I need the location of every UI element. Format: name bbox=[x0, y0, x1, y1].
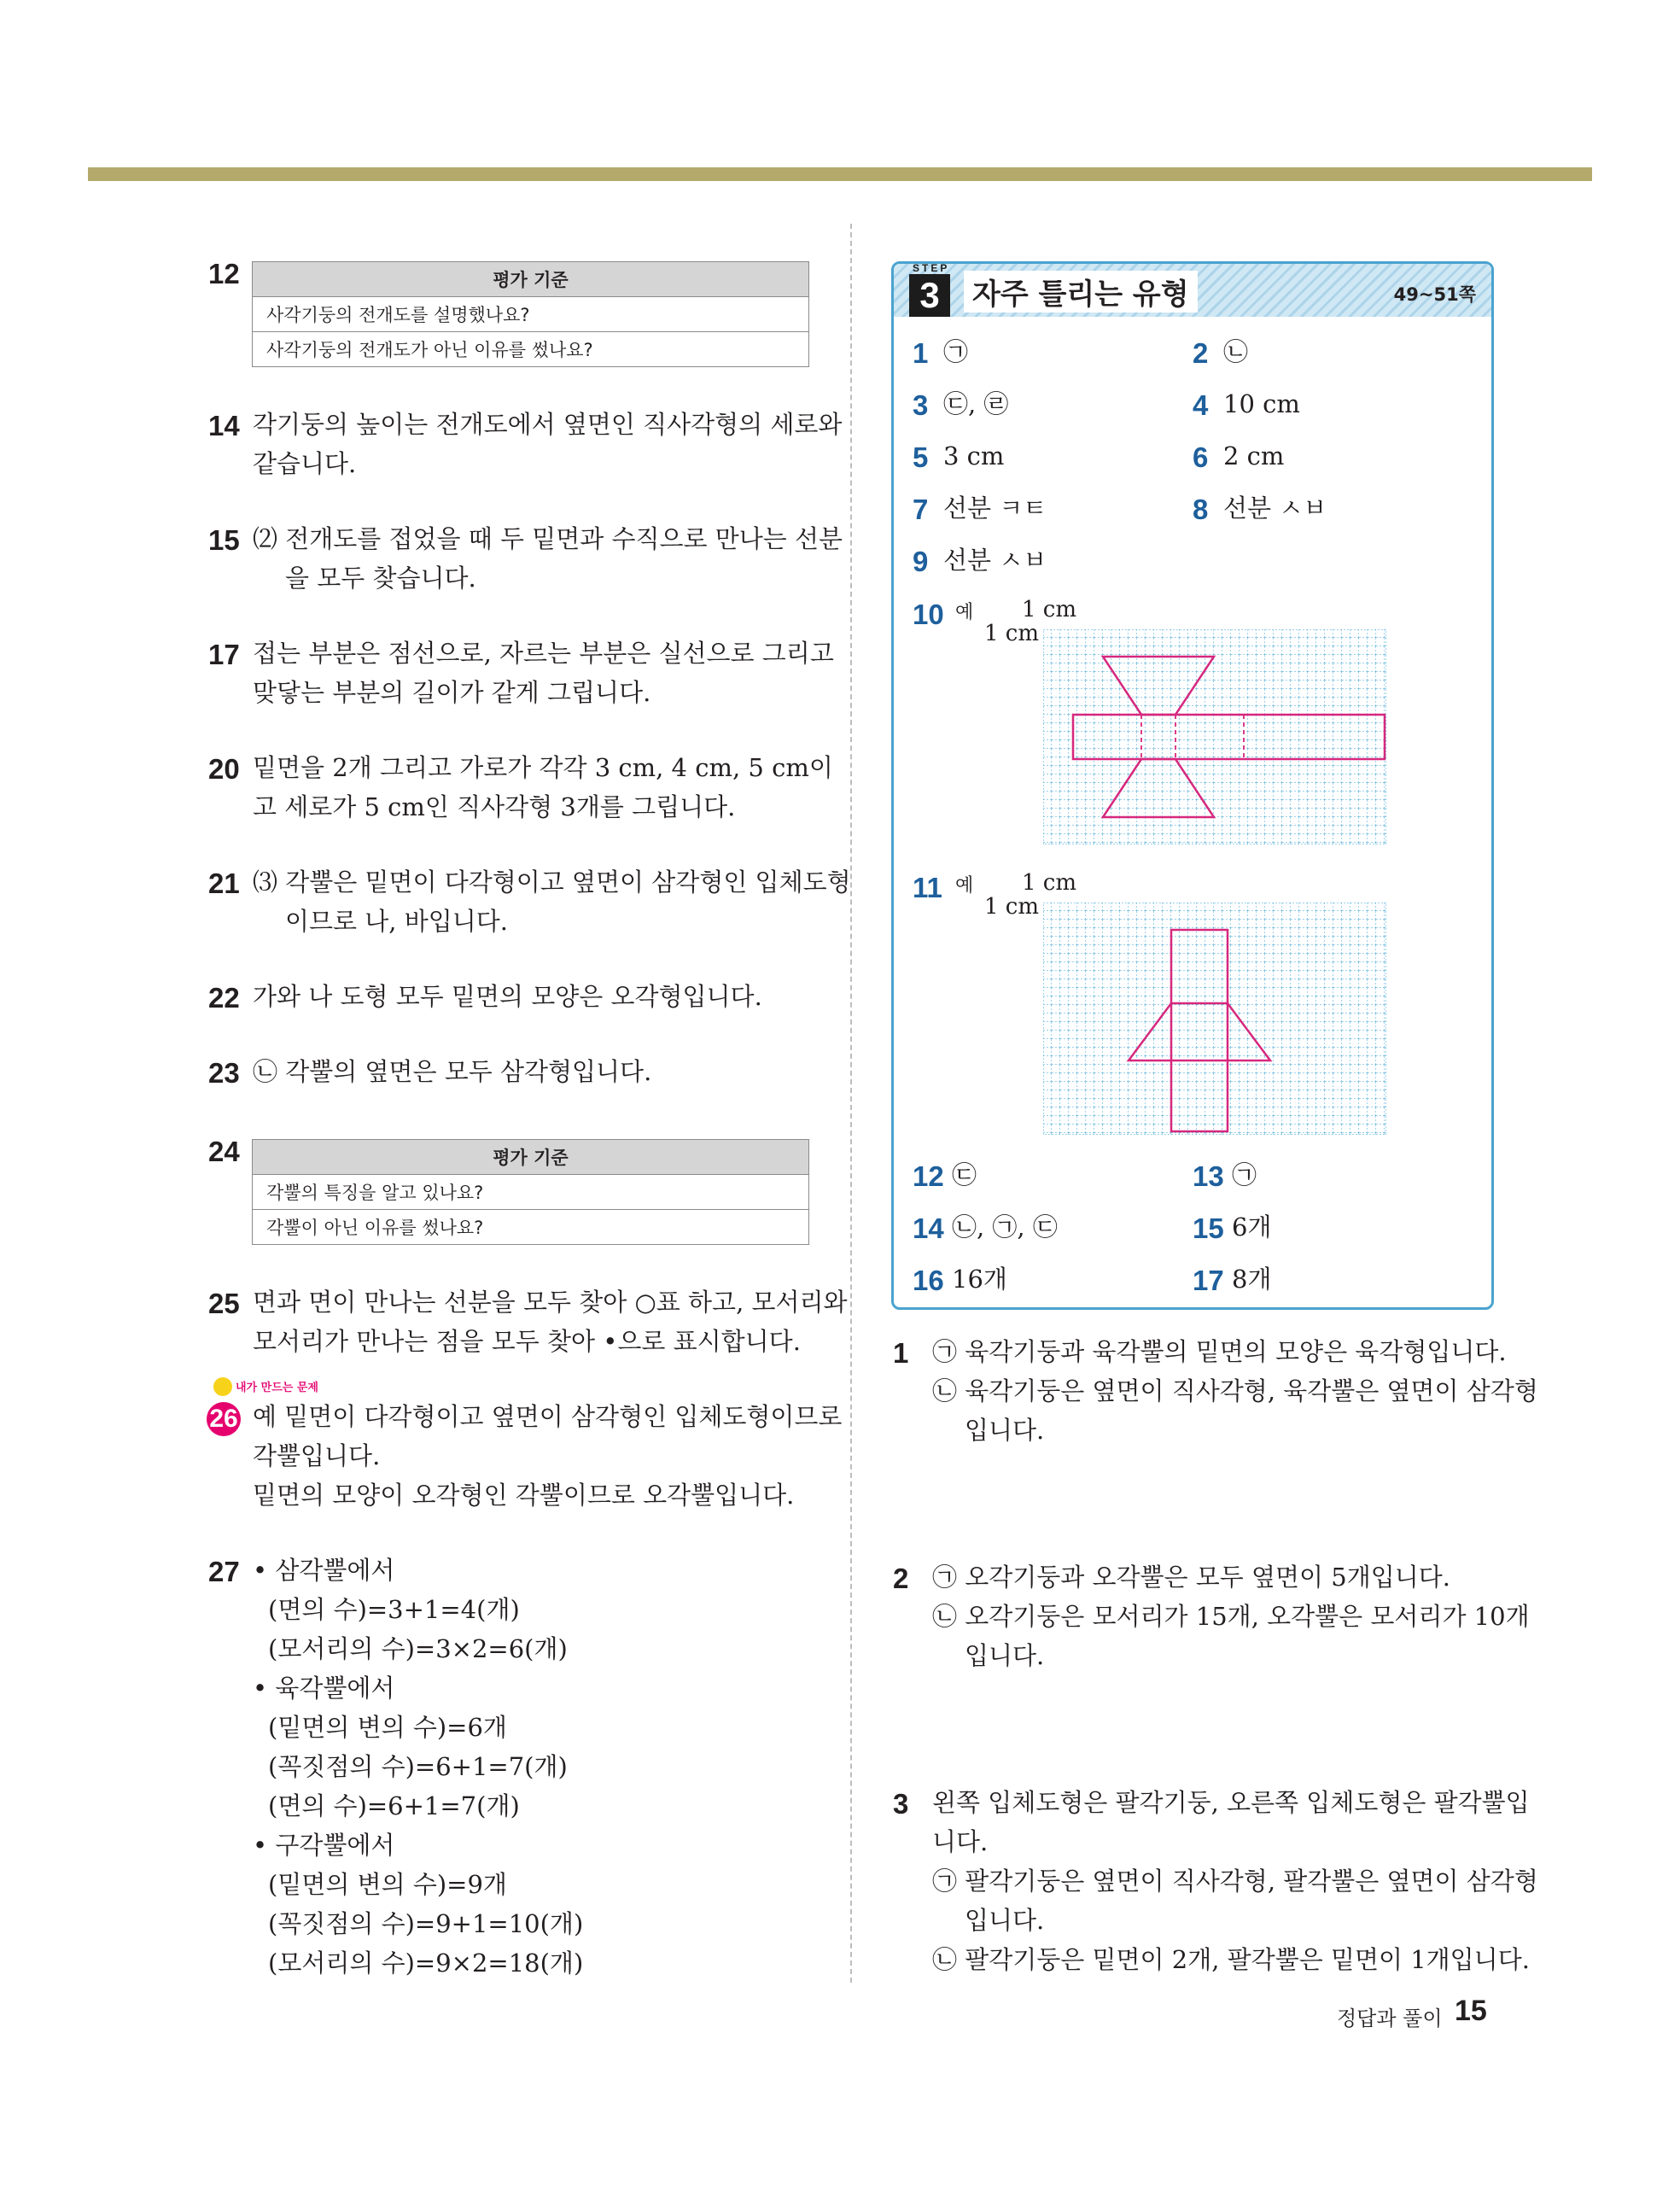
question-number: 27 bbox=[208, 1556, 240, 1587]
explanation-line: (모서리의 수)=3×2=6(개) bbox=[268, 1634, 568, 1663]
explanation-line: ㉠ 팔각기둥은 옆면이 직사각형, 팔각뿔은 옆면이 삼각형 bbox=[932, 1867, 1538, 1896]
answer-number: 9 bbox=[913, 546, 929, 577]
answer-number: 4 bbox=[1193, 389, 1209, 421]
answer-number: 12 bbox=[913, 1160, 944, 1192]
explanation-line: 접는 부분은 점선으로, 자르는 부분은 실선으로 그리고 bbox=[253, 639, 834, 668]
top-color-bar bbox=[88, 167, 1592, 181]
explanation-line: • 삼각뿔에서 bbox=[253, 1556, 395, 1585]
explanation-line: ⑶ 각뿔은 밑면이 다각형이고 옆면이 삼각형인 입체도형 bbox=[253, 868, 851, 897]
answer-number: 13 bbox=[1193, 1160, 1224, 1192]
example-mark: 예 bbox=[955, 875, 974, 897]
step-number: 3 bbox=[909, 274, 950, 317]
explanation-line: 같습니다. bbox=[253, 449, 357, 478]
step-title: 자주 틀리는 유형 bbox=[964, 271, 1198, 313]
net-diagram-11 bbox=[1043, 903, 1386, 1135]
evaluation-table-12 bbox=[252, 261, 809, 367]
step-answer-box bbox=[891, 261, 1494, 1310]
answer-value: ㉢, ㉣ bbox=[943, 389, 1009, 418]
table-header: 평가 기준 bbox=[253, 262, 809, 297]
table-header: 평가 기준 bbox=[253, 1140, 809, 1175]
answer-number: 3 bbox=[913, 389, 929, 421]
explanation-line: 왼쪽 입체도형은 팔각기둥, 오른쪽 입체도형은 팔각뿔입 bbox=[932, 1788, 1530, 1817]
explanation-line: 입니다. bbox=[965, 1641, 1045, 1670]
answer-value: 10 cm bbox=[1223, 389, 1300, 418]
explanation-line: ㉠ 육각기둥과 육각뿔의 밑면의 모양은 육각형입니다. bbox=[932, 1337, 1507, 1366]
explanation-line: (밑면의 변의 수)=6개 bbox=[268, 1713, 507, 1742]
explanation-line: (꼭짓점의 수)=6+1=7(개) bbox=[268, 1752, 568, 1781]
answer-value: ㉠ bbox=[1232, 1160, 1257, 1189]
column-divider bbox=[850, 224, 852, 1983]
step-pages: 49~51쪽 bbox=[1393, 284, 1476, 305]
answer-value: ㉠ bbox=[943, 337, 969, 366]
explanation-line: ⑵ 전개도를 접었을 때 두 밑면과 수직으로 만나는 선분 bbox=[253, 524, 843, 553]
answer-value: ㉡ bbox=[1223, 337, 1249, 366]
answer-number: 15 bbox=[1193, 1212, 1224, 1244]
step-label: STEP bbox=[913, 262, 950, 274]
answer-value: 선분 ㅅㅂ bbox=[943, 546, 1047, 575]
explanation-line: 밑면을 2개 그리고 가로가 각각 3 cm, 4 cm, 5 cm이 bbox=[253, 753, 833, 782]
explanation-line: ㉠ 오각기둥과 오각뿔은 모두 옆면이 5개입니다. bbox=[932, 1563, 1451, 1592]
explanation-line: 밑면의 모양이 오각형인 각뿔이므로 오각뿔입니다. bbox=[253, 1481, 795, 1510]
answer-number: 17 bbox=[1193, 1265, 1224, 1296]
table-row: 사각기둥의 전개도를 설명했나요? bbox=[253, 297, 809, 332]
explanation-line: 을 모두 찾습니다. bbox=[285, 564, 476, 593]
answer-value: 선분 ㅅㅂ bbox=[1223, 494, 1327, 523]
page-number: 15 bbox=[1455, 1995, 1487, 2027]
answer-number: 10 bbox=[913, 599, 944, 630]
answer-value: 6개 bbox=[1232, 1212, 1272, 1242]
explanation-number: 1 bbox=[893, 1337, 909, 1369]
answer-value: 3 cm bbox=[943, 441, 1005, 470]
explanation-line: 가와 나 도형 모두 밑면의 모양은 오각형입니다. bbox=[253, 982, 762, 1011]
answer-value: 2 cm bbox=[1223, 441, 1285, 470]
explanation-line: ㉡ 팔각기둥은 밑면이 2개, 팔각뿔은 밑면이 1개입니다. bbox=[932, 1945, 1530, 1974]
net-diagram-10 bbox=[1043, 629, 1386, 844]
explanation-line: (면의 수)=6+1=7(개) bbox=[268, 1791, 520, 1820]
question-number: 23 bbox=[208, 1057, 240, 1089]
unit-vertical: 1 cm bbox=[984, 894, 1040, 920]
answer-number: 16 bbox=[913, 1265, 944, 1296]
question-number: 12 bbox=[208, 258, 240, 289]
question-number: 25 bbox=[208, 1288, 240, 1319]
explanation-line: 각뿔입니다. bbox=[253, 1441, 381, 1470]
evaluation-table-24 bbox=[252, 1139, 809, 1245]
explanation-line: • 육각뿔에서 bbox=[253, 1674, 395, 1703]
table-row: 사각기둥의 전개도가 아닌 이유를 썼나요? bbox=[253, 332, 809, 367]
explanation-line: 면과 면이 만나는 선분을 모두 찾아 ○표 하고, 모서리와 bbox=[253, 1288, 848, 1317]
table-row: 각뿔의 특징을 알고 있나요? bbox=[253, 1175, 809, 1210]
question-number: 14 bbox=[208, 410, 240, 441]
answer-number: 6 bbox=[1193, 441, 1209, 473]
explanation-line: 입니다. bbox=[965, 1906, 1045, 1935]
explanation-line: 고 세로가 5 cm인 직사각형 3개를 그립니다. bbox=[253, 792, 736, 821]
question-number: 21 bbox=[208, 868, 240, 899]
answer-value: 선분 ㅋㅌ bbox=[943, 494, 1047, 523]
answer-number: 8 bbox=[1193, 494, 1209, 525]
explanation-line: • 구각뿔에서 bbox=[253, 1831, 395, 1860]
explanation-line: ㉡ 오각기둥은 모서리가 15개, 오각뿔은 모서리가 10개 bbox=[932, 1602, 1530, 1631]
answer-number: 5 bbox=[913, 441, 929, 473]
explanation-line: 맞닿는 부분의 길이가 같게 그립니다. bbox=[253, 678, 651, 707]
explanation-line: (면의 수)=3+1=4(개) bbox=[268, 1595, 520, 1624]
explanation-line: (밑면의 변의 수)=9개 bbox=[268, 1870, 507, 1899]
smile-icon bbox=[213, 1377, 232, 1396]
footer-label: 정답과 풀이 bbox=[1337, 2007, 1443, 2030]
explanation-line: ㉡ 각뿔의 옆면은 모두 삼각형입니다. bbox=[253, 1057, 652, 1086]
answer-number: 14 bbox=[913, 1212, 944, 1244]
answer-value: 16개 bbox=[952, 1265, 1007, 1294]
explanation-line: ㉡ 육각기둥은 옆면이 직사각형, 육각뿔은 옆면이 삼각형 bbox=[932, 1376, 1538, 1405]
question-number: 17 bbox=[208, 639, 240, 670]
answer-value: 8개 bbox=[1232, 1265, 1272, 1294]
answer-number: 2 bbox=[1193, 337, 1209, 369]
step-header bbox=[894, 264, 1491, 317]
table-row: 각뿔이 아닌 이유를 썼나요? bbox=[253, 1210, 809, 1245]
explanation-line: 예 밑면이 다각형이고 옆면이 삼각형인 입체도형이므로 bbox=[253, 1402, 843, 1431]
question-number: 15 bbox=[208, 524, 240, 556]
explanation-line: 모서리가 만나는 점을 모두 찾아 •으로 표시합니다. bbox=[253, 1327, 801, 1356]
explanation-line: 입니다. bbox=[965, 1416, 1045, 1445]
my-problem-badge: 내가 만드는 문제 bbox=[236, 1382, 318, 1394]
explanation-number: 2 bbox=[893, 1563, 909, 1594]
explanation-line: (꼭짓점의 수)=9+1=10(개) bbox=[268, 1909, 584, 1938]
explanation-number: 3 bbox=[893, 1788, 909, 1820]
explanation-line: 이므로 나, 바입니다. bbox=[285, 907, 508, 936]
explanation-line: 니다. bbox=[932, 1827, 989, 1856]
explanation-line: (모서리의 수)=9×2=18(개) bbox=[268, 1949, 584, 1978]
unit-vertical: 1 cm bbox=[984, 621, 1040, 646]
answer-number: 11 bbox=[913, 872, 942, 903]
unit-horizontal: 1 cm bbox=[1022, 597, 1077, 622]
answer-value: ㉢ bbox=[952, 1160, 977, 1189]
question-number: 20 bbox=[208, 753, 240, 785]
question-number: 24 bbox=[208, 1136, 240, 1167]
question-number: 22 bbox=[208, 982, 240, 1014]
answer-value: ㉡, ㉠, ㉢ bbox=[952, 1212, 1058, 1242]
answer-number: 7 bbox=[913, 494, 929, 525]
example-mark: 예 bbox=[955, 602, 974, 623]
answer-number: 1 bbox=[913, 337, 929, 369]
explanation-line: 각기둥의 높이는 전개도에서 옆면인 직사각형의 세로와 bbox=[253, 410, 843, 439]
question-number-badge: 26 bbox=[207, 1402, 241, 1436]
unit-horizontal: 1 cm bbox=[1022, 870, 1077, 896]
